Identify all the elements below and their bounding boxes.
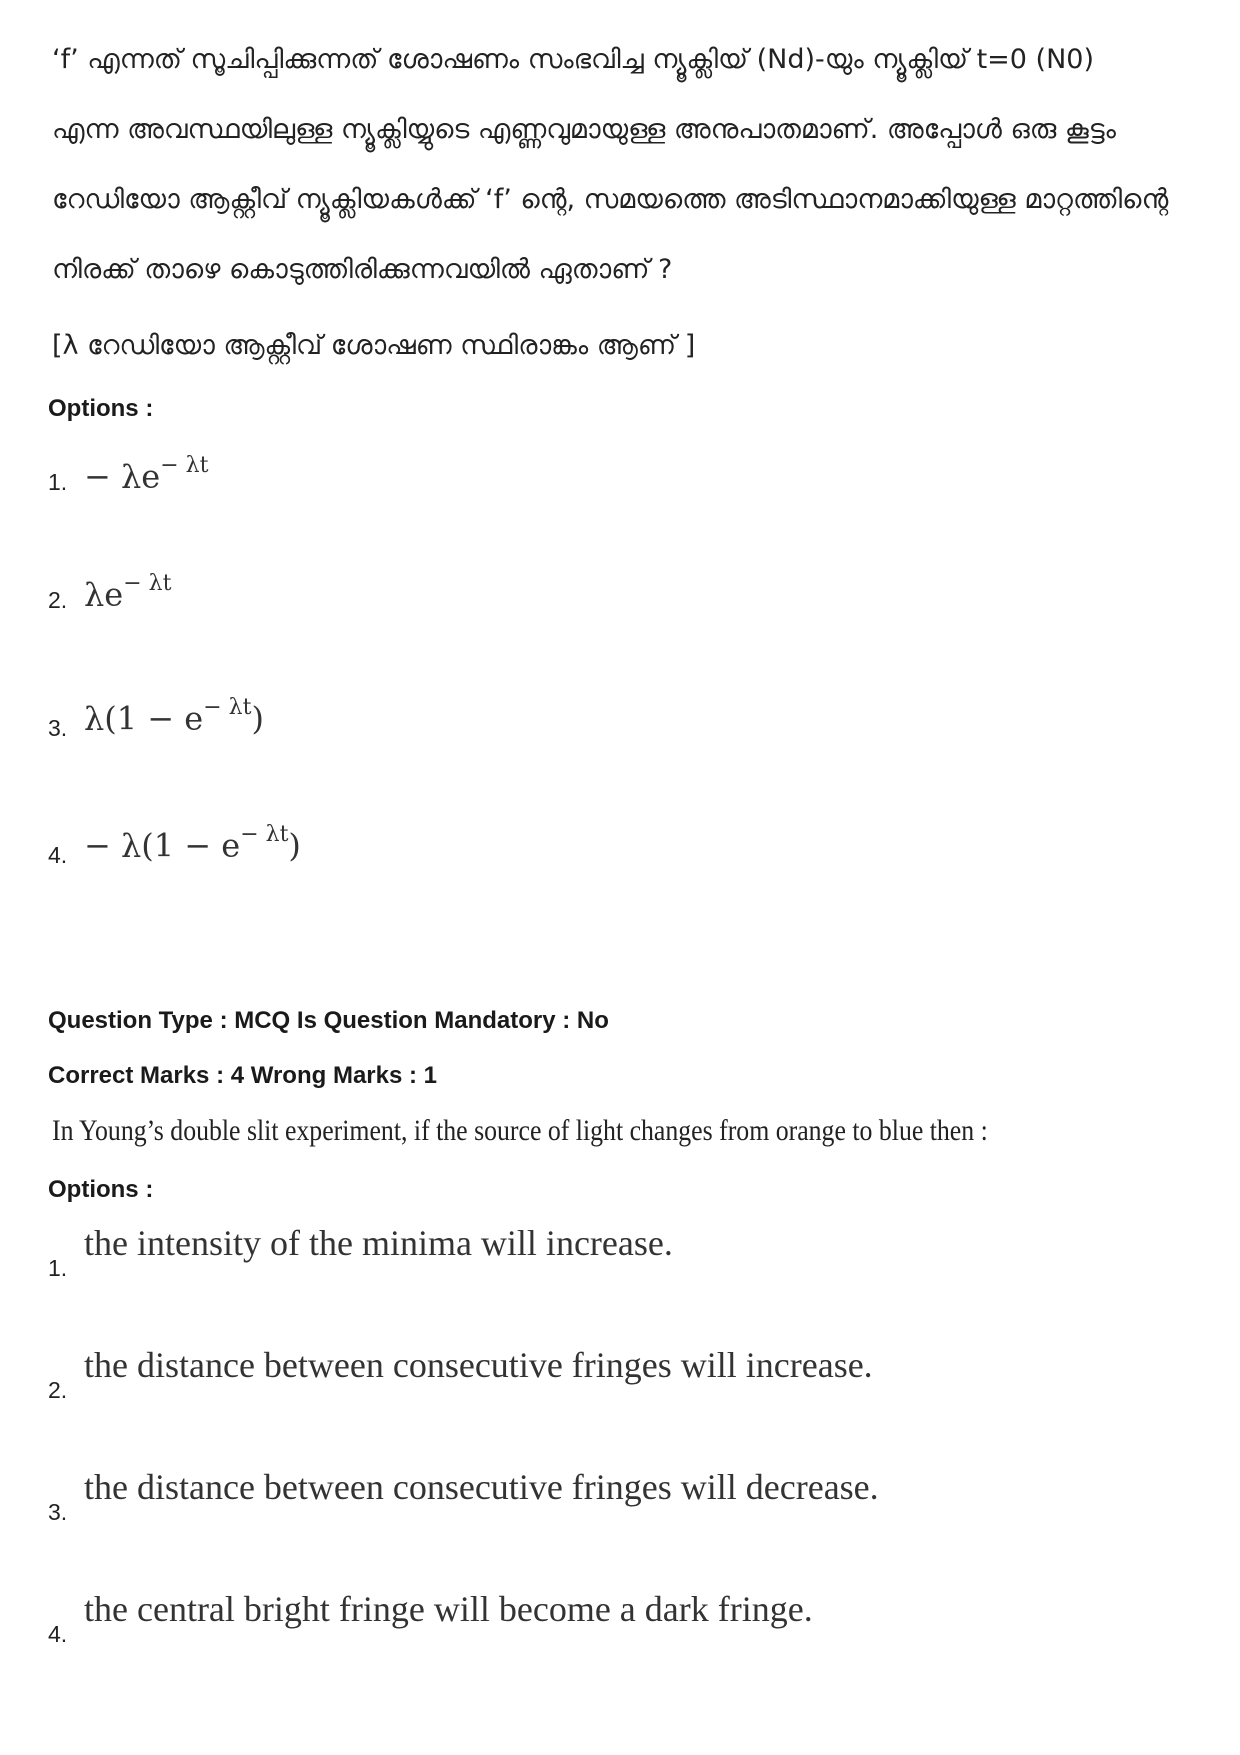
question1-line-4: നിരക്ക് താഴെ കൊടുത്തിരിക്കുന്നവയിൽ ഏതാണ് ? — [52, 254, 673, 285]
formula-tail: ) — [251, 699, 264, 738]
question2-option-2-text[interactable]: the distance between consecutive fringes will increase. — [84, 1345, 873, 1385]
question-marks-line: Correct Marks : 4 Wrong Marks : 1 — [48, 1062, 438, 1089]
question1-option-3-number: 3. — [48, 715, 68, 741]
question1-line-1: ‘f’ എന്നത് സൂചിപ്പിക്കുന്നത് ശോഷണം സംഭവിച്ച ന്യൂക്ലിയ് (Nd)-യും ന്യൂക്ലിയ് t=0 (N0) — [52, 44, 1094, 75]
question1-note: [λ റേഡിയോ ആക്റ്റീവ് ശോഷണ സ്ഥിരാങ്കം ആണ് ] — [52, 330, 696, 361]
question1-option-1-formula[interactable] — [84, 448, 208, 499]
formula-exponent: − λt — [123, 571, 172, 596]
formula-base: − λ(1 − e — [84, 826, 241, 865]
question2-text: In Young’s double slit experiment, if the source of light changes from orange to blue then : — [52, 1114, 988, 1147]
question2-option-1-number: 1. — [48, 1255, 68, 1281]
question2-option-1-text[interactable]: the intensity of the minima will increase. — [84, 1223, 673, 1263]
question2-option-3-number: 3. — [48, 1499, 68, 1525]
question1-option-3-formula[interactable] — [84, 690, 264, 741]
question2-option-4-number: 4. — [48, 1621, 68, 1647]
question1-option-2-number: 2. — [48, 587, 68, 613]
formula-exponent: − λt — [203, 695, 252, 720]
formula-tail: ) — [288, 826, 301, 865]
formula-base: λ(1 − e — [84, 699, 204, 738]
formula-base: − λe — [84, 457, 161, 496]
question1-option-4-number: 4. — [48, 842, 68, 868]
question1-option-4-formula[interactable] — [84, 817, 301, 868]
question1-line-2: എന്ന അവസ്ഥയിലുള്ള ന്യൂക്ലിയ്യുടെ എണ്ണവുമായുള്ള അനുപാതമാണ്. അപ്പോൾ ഒരു കൂട്ടം — [52, 114, 1116, 145]
question2-options-label: Options : — [48, 1176, 154, 1203]
question-type-line: Question Type : MCQ Is Question Mandatory : No — [48, 1007, 609, 1034]
question1-option-2-formula[interactable] — [84, 566, 171, 617]
question1-line-3: റേഡിയോ ആക്റ്റീവ് ന്യൂക്ലിയകൾക്ക് ‘f’ ന്റെ, സമയത്തെ അടിസ്ഥാനമാക്കിയുള്ള മാറ്റത്തിന്റെ — [52, 184, 1169, 215]
question2-option-4-text[interactable]: the central bright fringe will become a dark fringe. — [84, 1589, 813, 1629]
formula-exponent: − λt — [240, 822, 289, 847]
formula-base: λe — [84, 575, 124, 614]
question2-option-3-text[interactable]: the distance between consecutive fringes will decrease. — [84, 1467, 879, 1507]
question1-option-1-number: 1. — [48, 469, 68, 495]
question2-option-2-number: 2. — [48, 1377, 68, 1403]
question1-options-label: Options : — [48, 395, 154, 422]
formula-exponent: − λt — [160, 453, 209, 478]
